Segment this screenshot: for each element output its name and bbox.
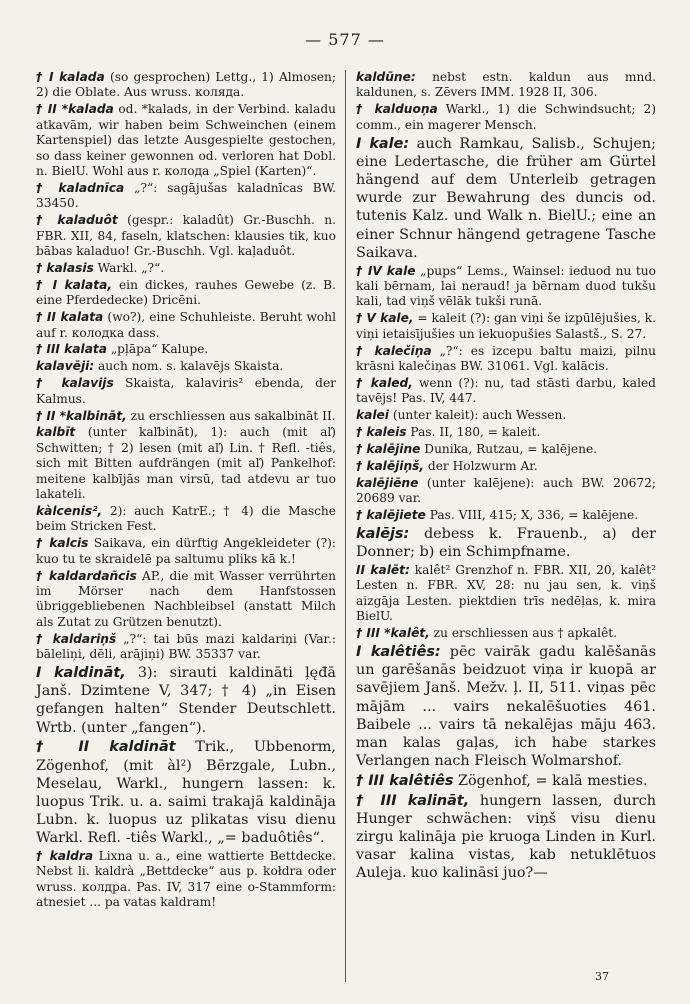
entry-headword: † kaldra: [36, 849, 94, 864]
entry-definition: Lixna u. a., eine wattierte Bettdecke. Nebst li. kaldrà „Bettdecke“ aus p. kołdra oder wruss. колдра. Pas. IV, 317 eine o-Stammform: atnesiet ... pa vatas kaldram!: [36, 849, 336, 910]
right-column: [356, 70, 656, 884]
dictionary-entry: [36, 342, 336, 357]
dictionary-entry: [36, 849, 336, 911]
dictionary-entry: [36, 504, 336, 535]
dictionary-entry: [356, 344, 656, 375]
entry-definition: (unter kalējene): auch BW. 20672; 20689 var.: [356, 475, 656, 506]
entry-headword: kalavēji:: [36, 359, 95, 374]
entry-definition: auch nom. s. kalavējs Skaista.: [94, 359, 284, 374]
entry-headword: † IV kale: [356, 263, 416, 278]
dictionary-entry: [356, 135, 656, 262]
entry-definition: Warkl., 1) die Schwindsucht; 2) comm., ein magerer Mensch.: [356, 102, 656, 132]
entry-headword: † V kale,: [356, 311, 414, 326]
dictionary-entry: [356, 508, 656, 523]
dictionary-entry: [36, 738, 336, 847]
entry-definition: zu erschliessen aus sakalbināt II.: [126, 408, 336, 423]
entry-definition: „?“: es izcepu baltu maizi, pilnu krāsni kalečiņas BW. 31061. Vgl. kalācis.: [356, 343, 656, 373]
dictionary-entry: [356, 459, 656, 474]
dictionary-entry: [36, 632, 336, 663]
entry-definition: ein dickes, rauhes Gewebe (z. B. eine Pferdedecke) Dricēni.: [36, 277, 336, 308]
dictionary-entry: [356, 376, 656, 407]
dictionary-entry: [356, 408, 656, 423]
dictionary-entry: [36, 359, 336, 374]
entry-definition: „pups“ Lems., Wainsel: ieduod nu tuo kali bērnam, lai neraud! ja bērnam duod tukšu kali, tad viņš vēlāk tukši runā.: [356, 263, 656, 309]
entry-headword: † kalējine: [356, 442, 421, 457]
entry-headword: † kaleis: [356, 425, 407, 440]
entry-headword: kalējs:: [356, 526, 410, 543]
entry-definition: wenn (?): nu, tad stāsti darbu, kaled tavējs! Pas. IV, 447.: [356, 375, 656, 406]
entry-headword: † II *kalada: [36, 102, 114, 117]
page-number: — 577 —: [305, 30, 385, 49]
entry-definition: Trik., Ubbenorm, Zögenhof, (mit àl²) Bērzgale, Lubn., Meselau, Warkl., hungern lassen: k. luopus Trik. u. a. saimi trakajā kaldināja Lubn. k. luopus uz plikatas visu dienu Warkl. Refl. -tiês Warkl., „= baduôtiês“.: [36, 739, 336, 847]
dictionary-entry: [356, 563, 656, 625]
dictionary-entry: [36, 102, 336, 179]
entry-definition: Skaista, kalaviris² ebenda, der Kalmus.: [36, 376, 336, 406]
entry-definition: debess k. Frauenb., a) der Donner; b) ein Schimpfname.: [356, 526, 656, 561]
entry-definition: AP., die mit Wasser verrührten im Mörser nach dem Hanfstossen übriggebliebenen Nachbleibsel (anstatt Milch als Zutat zu Grützen benutzt).: [36, 568, 336, 629]
entry-definition: 2): auch KatrE.; † 4) die Masche beim Stricken Fest.: [36, 503, 336, 534]
entry-headword: † II *kalbināt,: [36, 408, 127, 423]
entry-headword: † kalečiņa: [356, 343, 432, 358]
dictionary-entry: [36, 310, 336, 341]
entry-definition: (so gesprochen) Lettg., 1) Almosen; 2) die Oblate. Aus wruss. колядa.: [36, 70, 336, 100]
entry-headword: kàlcenis²,: [36, 503, 103, 518]
entry-definition: (unter kaleit): auch Wessen.: [388, 408, 567, 423]
entry-definition: (gespr.: kaladût) Gr.-Buschh. n. FBR. XII, 84, faseln, klatschen: klausies tik, kuo bābas kaladuo! Gr.-Buschh. Vgl. kaļaduôt.: [36, 213, 336, 258]
entry-headword: † kaladuôt: [36, 213, 118, 228]
dictionary-entry: [356, 425, 656, 440]
entry-headword: II kalēt:: [356, 562, 410, 577]
entry-headword: † kalcis: [36, 536, 89, 551]
dictionary-entry: [356, 525, 656, 561]
signature-mark: 37: [595, 970, 609, 983]
entry-definition: Pas. VIII, 415; X, 336, = kalējene.: [425, 508, 639, 523]
entry-headword: † kalasis: [36, 260, 94, 275]
dictionary-entry: [36, 536, 336, 567]
entry-definition: Dunika, Rutzau, = kalējene.: [420, 442, 598, 457]
entry-headword: † III kalata: [36, 342, 107, 357]
dictionary-entry: [36, 425, 336, 502]
column-divider: [345, 70, 346, 982]
dictionary-entry: [356, 772, 656, 790]
entry-definition: od. *kalads, in der Verbind. kaladu atkavām, wir haben beim Schweinchen (einem Kartenspiel) das letzte Ausgespielte gestochen, so dass keiner gewonnen od. verloren hat Dobl. n. BielU. Wohl aus r. колода „Spiel (Karten)“.: [36, 102, 336, 178]
dictionary-entry: [36, 213, 336, 259]
entry-headword: † kaldardañcis: [36, 568, 137, 583]
dictionary-entry: [36, 70, 336, 101]
entry-definition: „?“: sagājušas kaladnīcas BW. 33450.: [36, 180, 336, 211]
entry-headword: kalei: [356, 408, 389, 423]
dictionary-entry: [36, 278, 336, 309]
entry-definition: zu erschliessen aus † apkalêt.: [429, 626, 618, 641]
entry-headword: † III kalināt,: [356, 792, 470, 809]
entry-headword: I kaldināt,: [36, 665, 126, 682]
entry-definition: auch Ramkau, Salisb., Schujen; eine Ledertasche, die früher am Gürtel hängend auf dem Unterleib getragen wurde zur Bewahrung des duncis od. tutenis Kalz. und Walk n. BielU.; eine an einer Schnur hängend getragene Tasche Saikava.: [356, 135, 657, 261]
entry-headword: I kalêtiês:: [356, 643, 441, 660]
entry-definition: Warkl. „?“.: [93, 260, 165, 275]
entry-definition: „pļāpa“ Kalupe.: [106, 342, 209, 357]
dictionary-entry: [356, 792, 656, 883]
entry-headword: † kalavijs: [36, 376, 114, 391]
dictionary-entry: [356, 626, 656, 641]
dictionary-entry: [36, 261, 336, 276]
entry-headword: † kalējiņš,: [356, 458, 425, 473]
dictionary-entry: [356, 442, 656, 457]
entry-definition: Zögenhof, = kalā mesties.: [453, 772, 648, 789]
dictionary-entry: [356, 102, 656, 133]
entry-headword: † kaled,: [356, 375, 413, 390]
entry-definition: (wo?), eine Schuhleiste. Beruht wohl auf r. колодка dass.: [36, 310, 336, 340]
entry-definition: = kaleit (?): gan viņi še izpūlējušies, k. viņi ietaisījušies un iekuopušies Salastš., S. 27.: [356, 311, 656, 341]
entry-headword: kaldūne:: [356, 70, 416, 84]
dictionary-entry: [356, 643, 656, 770]
entry-headword: † kaldariņš: [36, 631, 117, 646]
dictionary-entry: [36, 664, 336, 737]
entry-definition: kalêt² Grenzhof n. FBR. XII, 20, kalêt² Lesten n. FBR. XV, 28: nu jau sen, k. viņš aizgāja Lesten. piektdien trīs nedēļas, k. mira BielU.: [356, 562, 656, 624]
entry-definition: hungern lassen, durch Hunger schwächen: viņš visu dienu zirgu kalināja pie kruoga Linden in Kurl. vasar kalina vistas, kab netuklētuos Auleja. kuo kalināsi juo?—: [356, 792, 656, 882]
entry-headword: † I kalata,: [36, 277, 112, 292]
entry-headword: † kalduoņa: [356, 102, 438, 117]
entry-headword: † I kalada: [36, 70, 105, 84]
entry-headword: † kaladnīca: [36, 180, 125, 195]
entry-definition: Saikava, ein dürftig Angekleideter (?): kuo tu te skraidelē pa saltumu pliks kā k.!: [36, 536, 337, 566]
dictionary-entry: [36, 181, 336, 212]
entry-definition: „?“: tai būs mazi kaldariņi (Var.: bāleliņi, dēli, arājiņi) BW. 35337 var.: [36, 631, 336, 662]
entry-headword: † II kalata: [36, 310, 104, 325]
entry-headword: † III *kalêt,: [356, 626, 430, 641]
dictionary-entry: [356, 264, 656, 310]
entry-headword: kalbīt: [36, 425, 76, 440]
entry-headword: kalējiēne: [356, 475, 419, 490]
dictionary-entry: [356, 311, 656, 342]
entry-headword: I kale:: [356, 135, 410, 152]
entry-headword: † II kaldināt: [36, 739, 176, 756]
dictionary-entry: [356, 70, 656, 101]
entry-definition: (unter kaľbināt), 1): auch (mit aľ) Schwitten; † 2) lesen (mit aľ) Lin. † Refl. -tiês, sich mit Bitten aufdrängen (mit aľ) Pankelhof: meitene kalbījās man virsū, tad atdevu ar tuo lakateli.: [36, 425, 336, 502]
entry-definition: Pas. II, 180, = kaleit.: [406, 425, 541, 440]
entry-definition: nebst estn. kaldun aus mnd. kaldunen, s. Zēvers IMM. 1928 II, 306.: [356, 70, 656, 100]
entry-definition: pēc vairāk gadu kalēšanās un garēšanās beidzuot viņa ir kuopā ar savējiem Janš. Mežv. ļ. II, 511. viņas pēc mājām ... vairs nekalēšuoties 461. Baibele ... vairs tā nekalējas māju 463. man kalas gaļas, ich habe starkes Verlangen nach Fleisch Wolmarshof.: [356, 643, 657, 770]
dictionary-entry: [356, 476, 656, 507]
entry-definition: 3): sirauti kaldināti ļęđā Janš. Dzimtene V, 347; † 4) „in Eisen gefangen halten“ Stender Deutschlett. Wrtb. (unter „fangen“).: [36, 665, 336, 736]
left-column: [36, 70, 336, 912]
entry-headword: † III kalêtiês: [356, 772, 454, 789]
dictionary-entry: [36, 569, 336, 631]
entry-definition: der Holzwurm Ar.: [424, 458, 538, 473]
dictionary-entry: [36, 409, 336, 424]
dictionary-entry: [36, 376, 336, 407]
entry-headword: † kalējiete: [356, 508, 426, 523]
